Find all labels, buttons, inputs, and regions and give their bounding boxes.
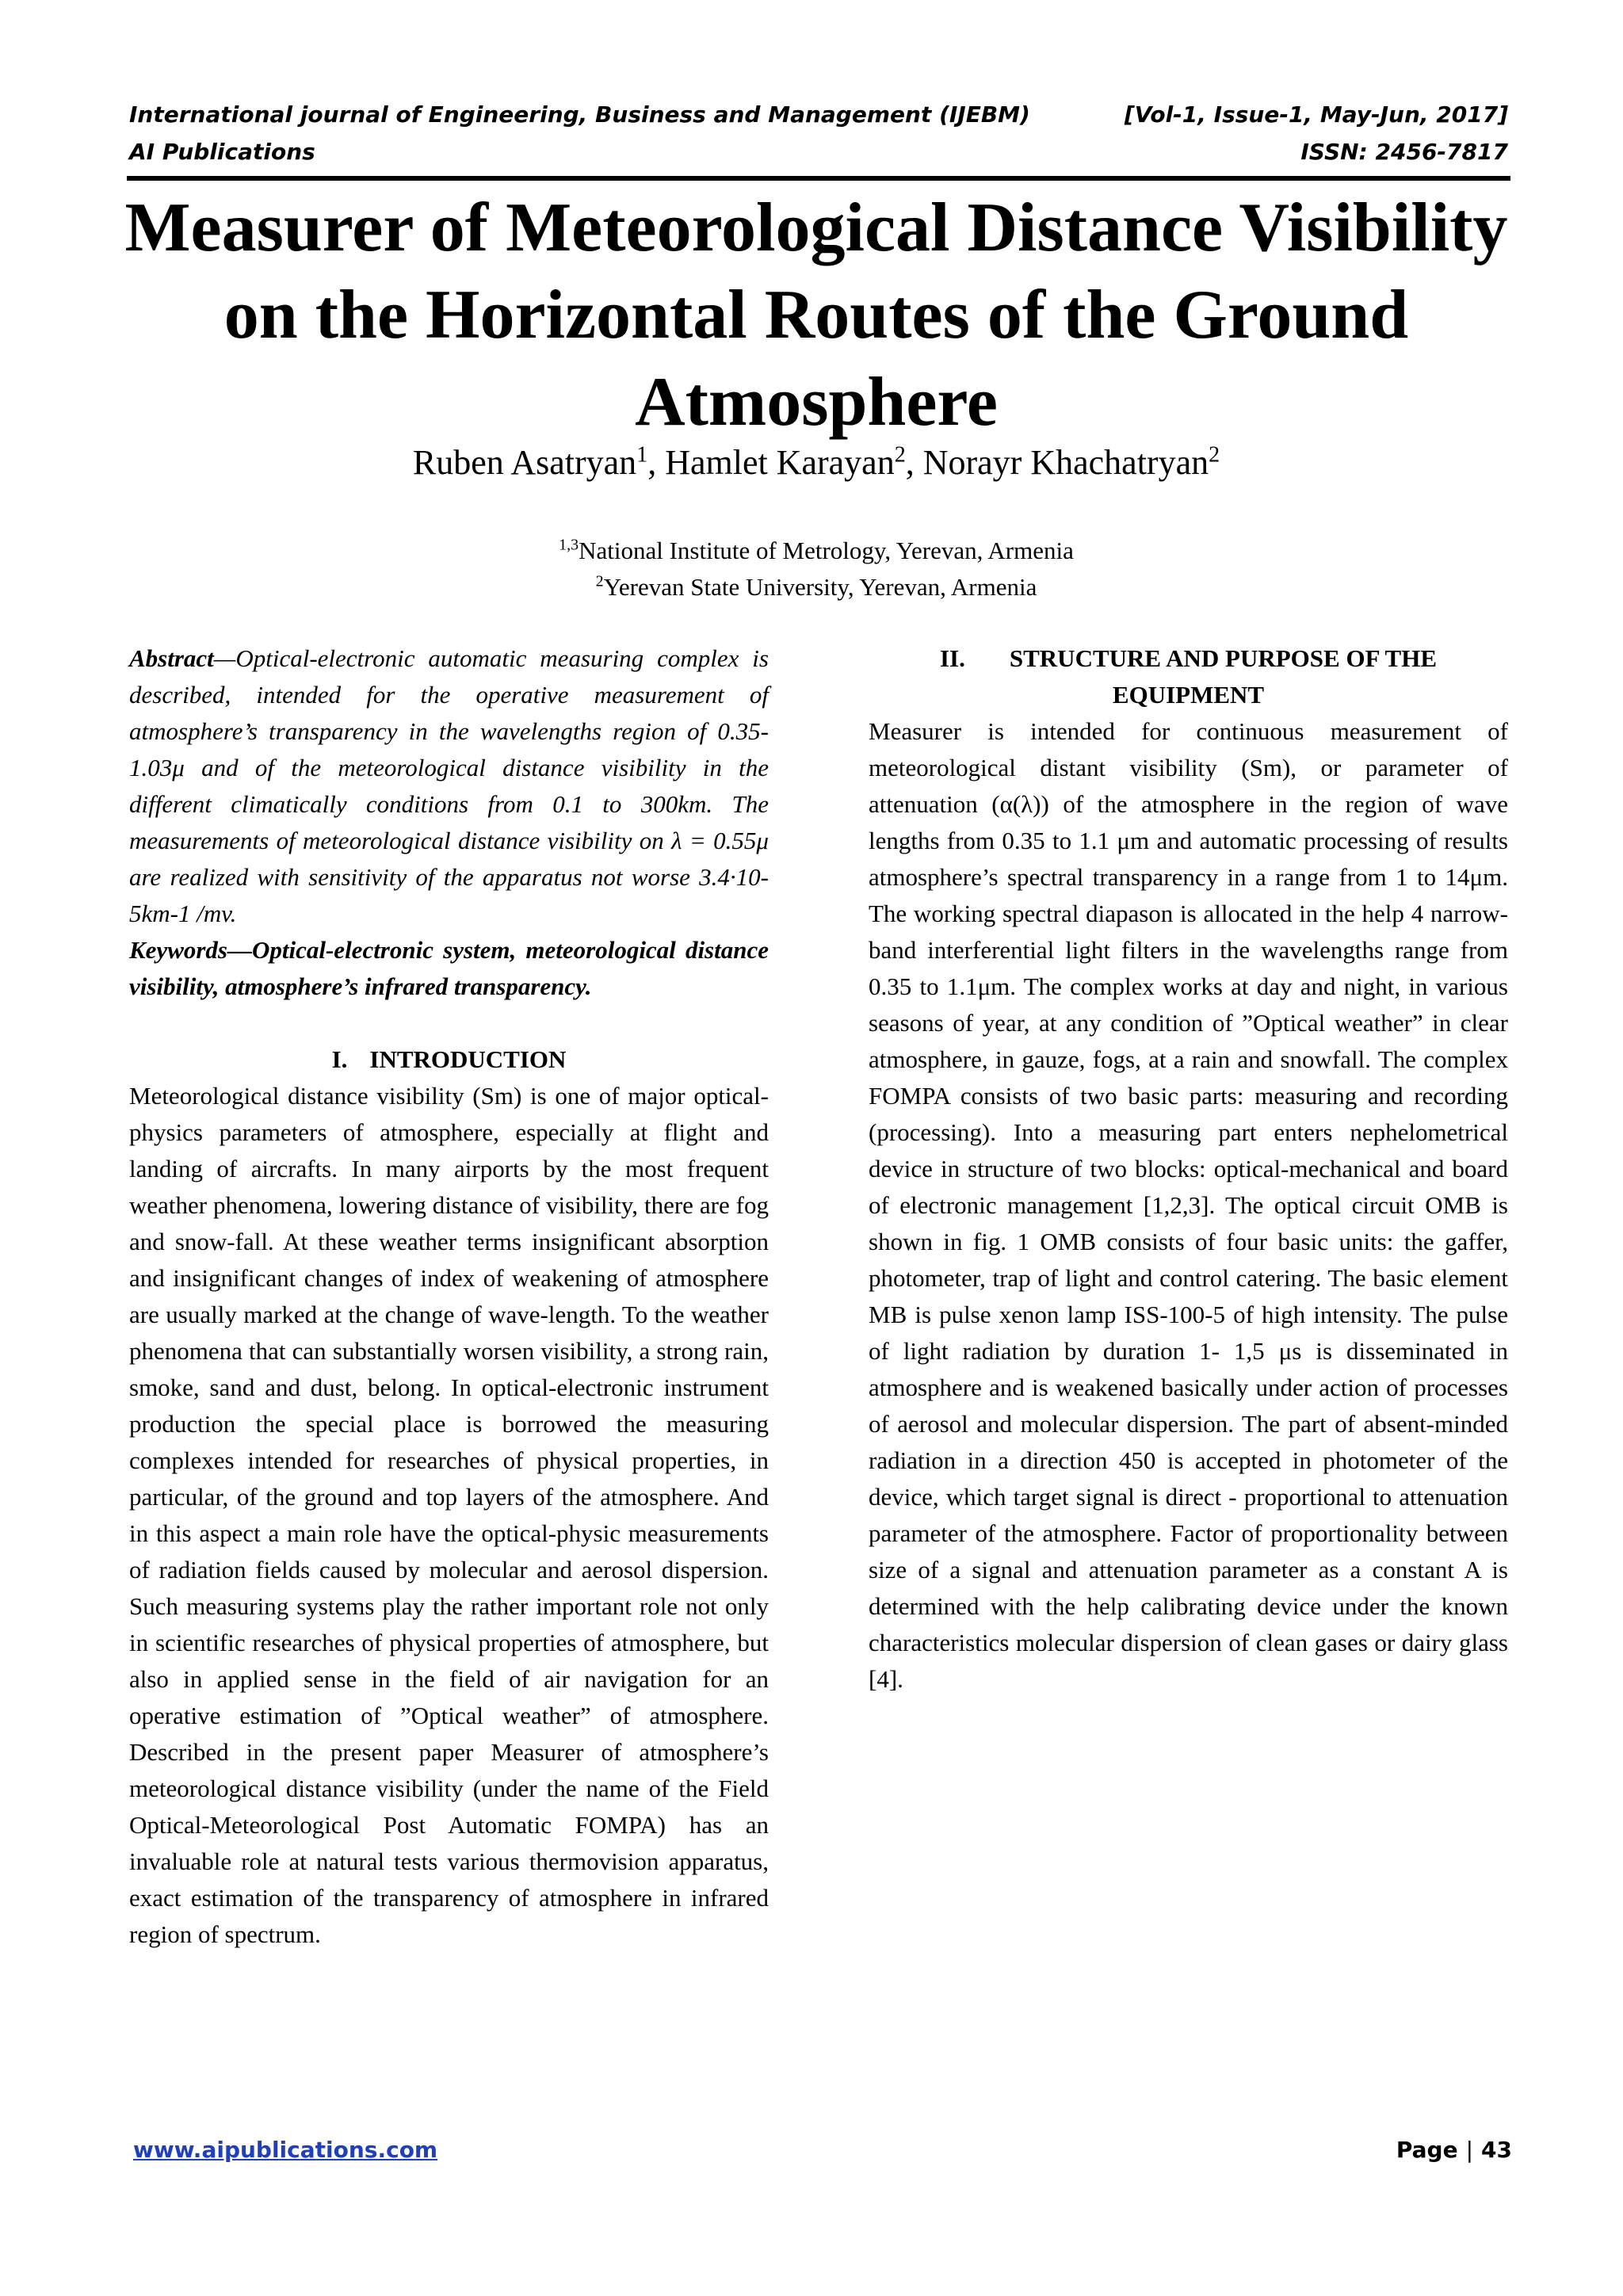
affiliation — [111, 534, 1522, 567]
title-line: Measurer of Meteorological Distance Visibility — [124, 189, 1508, 266]
author-list — [111, 441, 1522, 485]
author-name: Hamlet Karayan — [665, 443, 895, 482]
introduction-body: Meteorological distance visibility (Sm) is one of major optical-physics parameters of atmosphere, especially at flight and landing of aircrafts. In many airports by the most frequent weather phenomena, lowering distance of visibility, there are fog and snow-fall. At these weather terms insignificant absorption and insignificant changes of index of weakening of atmosphere are usually marked at the change of wave-length. To the weather phenomena that can substantially worsen visibility, a strong rain, smoke, sand and dust, belong. In optical-electronic instrument production the special place is borrowed the measuring complexes intended for researches of physical properties, in particular, of the ground and top layers of the atmosphere. And in this aspect a main role have the optical-physic measurements of radiation fields caused by molecular and aerosol dispersion. Such measuring systems play the rather important role not only in scientific researches of physical properties of atmosphere, but also in applied sense in the field of air navigation for an operative estimation of ”Optical weather” of atmosphere. Described in the present paper Measurer of atmosphere’s meteorological distance visibility (under the name of the Field Optical-Meteorological Post Automatic FOMPA) has an invaluable role at natural tests various thermovision apparatus, exact estimation of the transparency of atmosphere in infrared region of spectrum. — [129, 1082, 769, 1948]
volume-info: [Vol-1, Issue-1, May-Jun, 2017] — [1124, 101, 1508, 128]
running-header-line2 — [129, 138, 1508, 166]
running-header-line1 — [129, 101, 1508, 129]
section-heading-introduction — [129, 1041, 769, 1078]
affiliation-text: National Institute of Metrology, Yerevan, Armenia — [579, 537, 1074, 564]
section-title: INTRODUCTION — [369, 1045, 567, 1073]
section-heading-structure — [869, 640, 1508, 713]
issn: ISSN: 2456-7817 — [1300, 139, 1508, 165]
left-column — [129, 640, 769, 1953]
abstract-text: —Optical-electronic automatic measuring complex is described, intended for the operative measurement of atmosphere’s transparency in the wavelengths region of 0.35-1.03μ and of the meteorological distance visibility in the different climatically conditions from 0.1 to 300km. The measurements of meteorological distance visibility on λ = 0.55μ are realized with sensitivity of the apparatus not worse 3.4·10-5km-1 /mv. — [129, 644, 769, 927]
header-rule — [127, 176, 1510, 181]
affiliation-mark: 2 — [595, 572, 604, 590]
section-title-continued: EQUIPMENT — [1112, 681, 1265, 709]
publisher-name: AI Publications — [129, 139, 315, 165]
author-affiliation-mark: 1 — [636, 442, 648, 468]
affiliation-text: Yerevan State University, Yerevan, Armenia — [603, 573, 1037, 601]
section-number: II. — [939, 644, 965, 672]
section-title: STRUCTURE AND PURPOSE OF THE — [1009, 644, 1438, 672]
right-column — [869, 640, 1508, 1698]
paper-title — [111, 185, 1522, 446]
affiliation — [111, 571, 1522, 604]
keywords: Keywords—Optical-electronic system, meteorological distance visibility, atmosphere’s infrared transparency. — [129, 936, 769, 1000]
author-separator: , — [905, 443, 923, 482]
title-line: Atmosphere — [635, 364, 998, 441]
section-heading-line — [869, 640, 1508, 677]
abstract — [129, 640, 769, 932]
section-number: I. — [331, 1045, 348, 1073]
title-line: on the Horizontal Routes of the Ground — [223, 277, 1409, 353]
journal-name: International journal of Engineering, Business and Management (IJEBM) — [129, 101, 1030, 128]
publisher-website-link[interactable]: www.aipublications.com — [133, 2137, 438, 2163]
page-separator: | — [1465, 2137, 1474, 2163]
abstract-label: Abstract — [129, 644, 214, 672]
author-name: Ruben Asatryan — [412, 443, 637, 482]
affiliation-mark: 1,3 — [559, 536, 579, 554]
author-name: Norayr Khachatryan — [922, 443, 1209, 482]
page-number — [1396, 2137, 1512, 2163]
structure-body: Measurer is intended for continuous measurement of meteorological distant visibility (Sm), or parameter of attenuation (α(λ)) of the atmosphere in the region of wave lengths from 0.35 to 1.1 μm and automatic processing of results atmosphere’s spectral transparency in a range from 1 to 14μm. The working spectral diapason is allocated in the help 4 narrow-band interferential light filters in the wavelengths range from 0.35 to 1.1μm. The complex works at day and night, in various seasons of year, at any condition of ”Optical weather” in clear atmosphere, in gauze, fogs, at a rain and snowfall. The complex FOMPA consists of two basic parts: measuring and recording (processing). Into a measuring part enters nephelometrical device in structure of two blocks: optical-mechanical and board of electronic management [1,2,3]. The optical circuit OMB is shown in fig. 1 OMB consists of four basic units: the gaffer, photometer, trap of light and control catering. The basic element MB is pulse xenon lamp ISS-100-5 of high intensity. The pulse of light radiation by duration 1- 1,5 μs is disseminated in atmosphere and is weakened basically under action of processes of aerosol and molecular dispersion. The part of absent-minded radiation in a direction 450 is accepted in photometer of the device, which target signal is direct - proportional to attenuation parameter of the atmosphere. Factor of proportionality between size of a signal and attenuation parameter as a constant A is determined with the help calibrating device under the known characteristics molecular dispersion of clean gases or dairy glass [4]. — [869, 717, 1508, 1693]
author-affiliation-mark: 2 — [1209, 442, 1220, 468]
author-affiliation-mark: 2 — [894, 442, 906, 468]
spacer — [129, 1005, 769, 1041]
page-label: Page — [1396, 2137, 1458, 2163]
author-separator: , — [647, 443, 666, 482]
page-number-value: 43 — [1481, 2137, 1512, 2163]
